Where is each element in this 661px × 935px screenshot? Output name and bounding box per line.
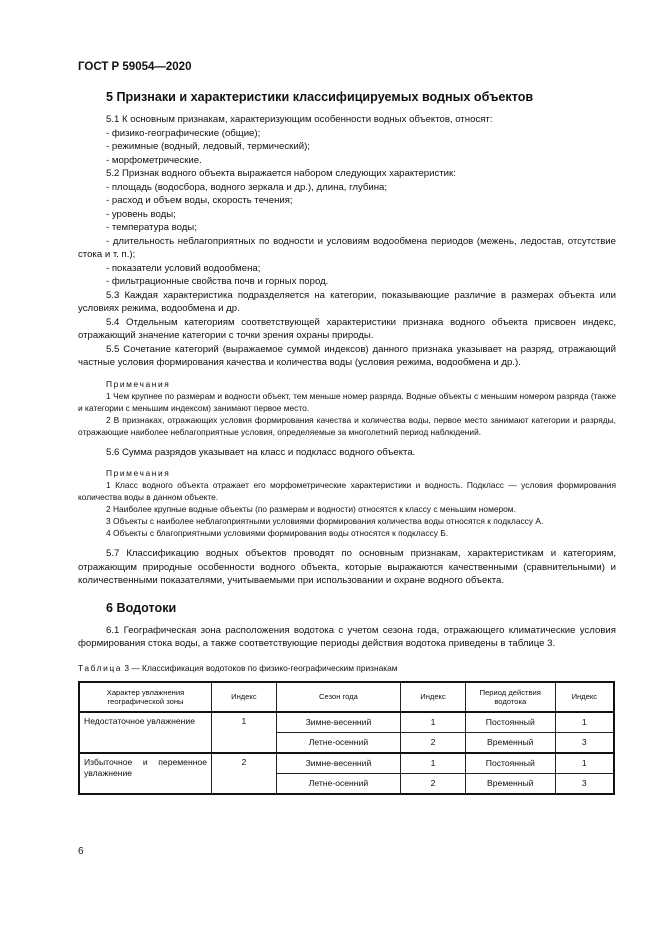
period-cell: Временный [465, 732, 555, 753]
paragraph-5-7: 5.7 Классификацию водных объектов проводят по основным признакам, характеристикам и категориям, отражающим природные особенности водного объекта, которые выражаются качественными (сравнительными) и количественными показателями, учитываемыми при использовании и охране водного объекта. [78, 548, 616, 587]
list-item: - показатели условий водообмена; [106, 262, 261, 274]
table-row [79, 753, 614, 774]
period-cell: Постоянный [465, 753, 555, 774]
zone-cell: Избыточное и переменное увлажнение [79, 753, 212, 794]
notes-block-1 [78, 378, 616, 438]
season-cell: Зимне-весенний [276, 753, 400, 774]
season-cell: Летне-осенний [276, 732, 400, 753]
section-5-heading: 5 Признаки и характеристики классифицируемых водных объектов [106, 90, 534, 104]
period-cell: Временный [465, 773, 555, 794]
column-header: Индекс [401, 682, 466, 712]
note-item: 2 Наиболее крупные водные объекты (по размерам и водности) относятся к классу с меньшим номером. [106, 504, 516, 515]
note-item: 1 Класс водного объекта отражает его морфометрические характеристики и водность. Подкласс — условия формирования количества воды в данном объекте. [78, 480, 616, 503]
page-content [78, 90, 616, 795]
paragraph-5-6: 5.6 Сумма разрядов указывает на класс и подкласс водного объекта. [106, 446, 416, 458]
table-header-row [79, 682, 614, 712]
paragraph-6-1: 6.1 Географическая зона расположения водотока с учетом сезона года, отражающего климатические условия формирования стока воды, а также соответствующие периоды действия водотока приведены в таблице 3. [78, 624, 616, 650]
column-header: Сезон года [276, 682, 400, 712]
notes-title: Примечания [106, 468, 171, 479]
list-item: - площадь (водосбора, водного зеркала и др.), длина, глубина; [106, 181, 388, 193]
table-row [79, 712, 614, 733]
list-item: - морфометрические. [106, 154, 202, 166]
paragraph-5-4: 5.4 Отдельным категориям соответствующей характеристики признака водного объекта присвоен индекс, отражающий значение категории с точки зрения охраны природы. [78, 316, 616, 342]
column-header: Индекс [555, 682, 614, 712]
list-item: - физико-географические (общие); [106, 127, 261, 139]
notes-block-2 [78, 467, 616, 539]
column-header: Индекс [212, 682, 277, 712]
table-caption [78, 663, 616, 673]
period-cell: Постоянный [465, 712, 555, 733]
period-index-cell: 3 [555, 773, 614, 794]
paragraph-5-2: 5.2 Признак водного объекта выражается набором следующих характеристик: [106, 168, 456, 180]
table-caption-text: 3 — Классификация водотоков по физико-географическим признакам [124, 662, 398, 673]
season-cell: Летне-осенний [276, 773, 400, 794]
notes-title: Примечания [106, 378, 171, 389]
table-caption-label: Таблица [78, 662, 123, 673]
document-id: ГОСТ Р 59054—2020 [78, 61, 192, 73]
paragraph-5-5: 5.5 Сочетание категорий (выражаемое суммой индексов) данного признака указывает на разряд, отражающий частные условия формирования качества и количества воды (условия режима, водообмена и др.). [78, 343, 616, 369]
list-item: - уровень воды; [106, 208, 176, 220]
note-item: 2 В признаках, отражающих условия формирования качества и количества воды, первое место занимают категории и разряды, отражающие наиболее неблагоприятные условия, определяемые за многолетний период наблюдений. [78, 414, 616, 437]
list-item: - фильтрационные свойства почв и горных пород. [106, 276, 329, 288]
page-number: 6 [78, 846, 84, 857]
note-item: 3 Объекты с наиболее неблагоприятными условиями формирования количества воды относятся к подклассу А. [106, 516, 544, 527]
period-index-cell: 1 [555, 753, 614, 774]
list-item: - длительность неблагоприятных по водности и условиям водообмена периодов (межень, ледостав, отсутствие стока и т. п.); [78, 235, 616, 261]
column-header: Период действия водотока [465, 682, 555, 712]
season-cell: Зимне-весенний [276, 712, 400, 733]
zone-index-cell: 2 [212, 753, 277, 794]
column-header: Характер увлажнения географической зоны [79, 682, 212, 712]
season-index-cell: 1 [401, 753, 466, 774]
season-index-cell: 2 [401, 773, 466, 794]
zone-index-cell: 1 [212, 712, 277, 753]
season-index-cell: 1 [401, 712, 466, 733]
zone-cell: Недостаточное увлажнение [79, 712, 212, 753]
note-item: 4 Объекты с благоприятными условиями формирования воды относятся к подклассу Б. [106, 528, 449, 539]
period-index-cell: 3 [555, 732, 614, 753]
period-index-cell: 1 [555, 712, 614, 733]
note-item: 1 Чем крупнее по размерам и водности объект, тем меньше номер разряда. Водные объекты с меньшим номером разряда (также и категории с меньшим индексом) занимают первое место. [78, 390, 616, 413]
table-3 [78, 681, 615, 795]
section-6-heading: 6 Водотоки [106, 600, 177, 615]
list-item: - температура воды; [106, 222, 197, 234]
list-item: - расход и объем воды, скорость течения; [106, 195, 293, 207]
paragraph-5-1: 5.1 К основным признакам, характеризующим особенности водных объектов, относят: [106, 114, 493, 126]
list-item: - режимные (водный, ледовый, термический); [106, 141, 310, 153]
paragraph-5-3: 5.3 Каждая характеристика подразделяется на категории, показывающие различие в размерах объекта или условиях режима, водообмена и др. [78, 289, 616, 315]
season-index-cell: 2 [401, 732, 466, 753]
